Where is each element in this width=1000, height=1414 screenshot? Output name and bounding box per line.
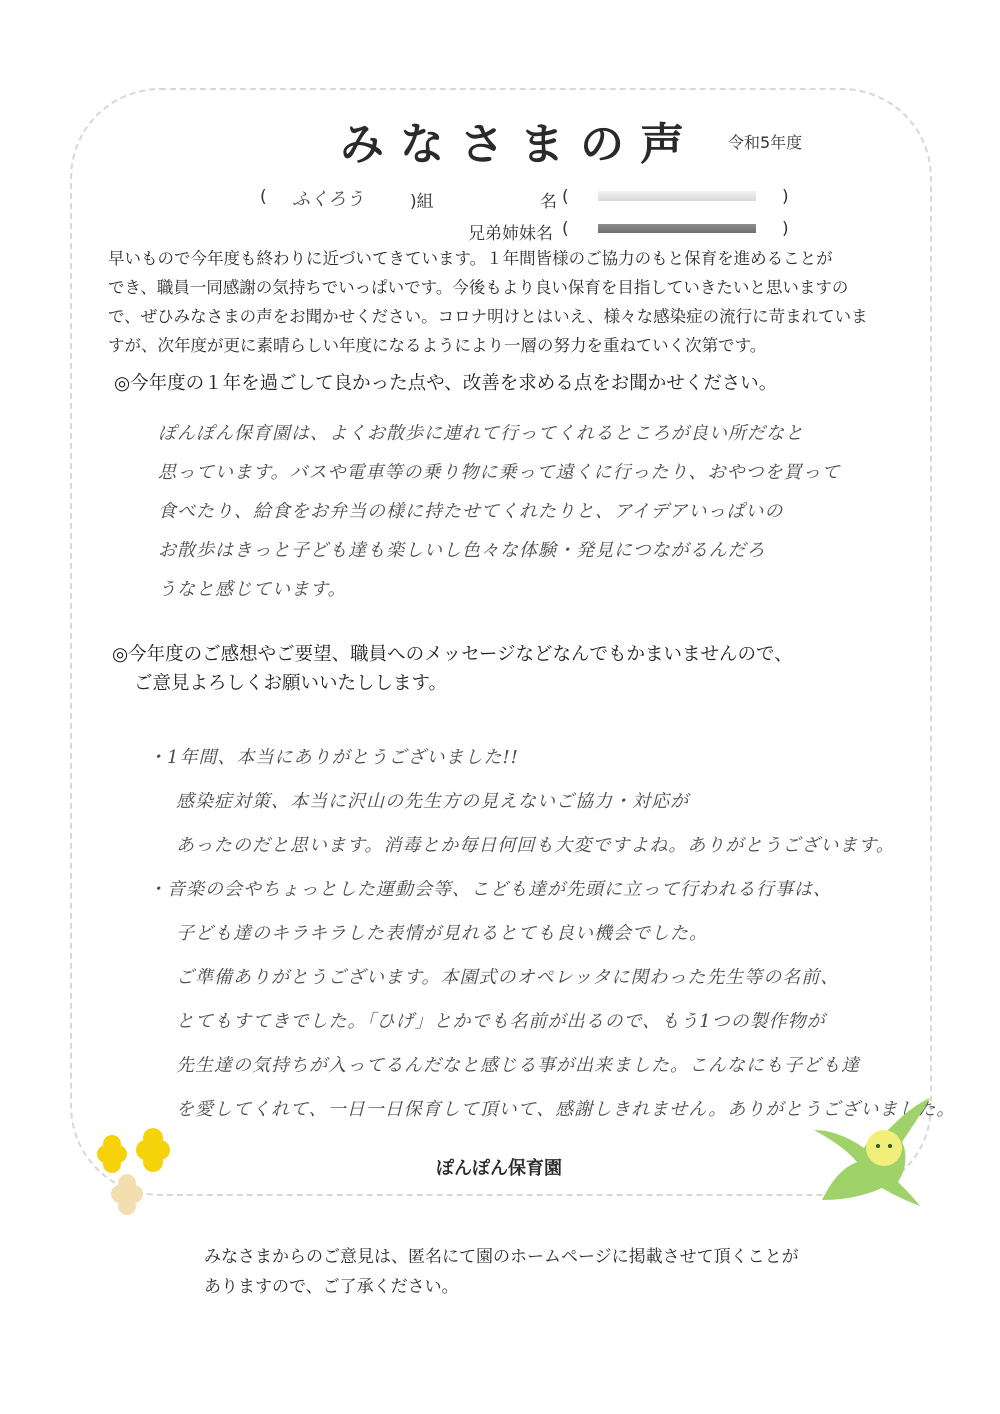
question-2-line-2: ご意見よろしくお願いいたしします。 (134, 673, 448, 694)
answer-line: とてもすてきでした。「ひげ」とかでも名前が出るので、もう1つの製作物が (176, 1011, 826, 1032)
flower-icon (111, 1174, 143, 1215)
name-label: 名 (540, 192, 557, 212)
mascot-eye (888, 1144, 892, 1148)
class-paren-open: ( (260, 187, 267, 207)
answer-line: お散歩はきっと子ども達も楽しいし色々な体験・発見につながるんだろ (158, 540, 766, 561)
name-paren-close: ) (782, 187, 789, 207)
siblings-name-label: 兄弟姉妹名 (468, 224, 553, 244)
question-2 (112, 640, 793, 698)
answer-line: 子ども達のキラキラした表情が見れるとても良い機会でした。 (176, 923, 708, 944)
footer-note-line: みなさまからのご意見は、匿名にて園のホームページに掲載させて頂くことが (204, 1247, 799, 1267)
fiscal-year-label: 令和5年度 (728, 133, 803, 152)
answer-line: ・音楽の会やちょっとした運動会等、こども達が先頭に立って行われる行事は、 (148, 879, 832, 900)
answer-line: ぽんぽん保育園は、よくお散歩に連れて行ってくれるところが良い所だなと (158, 423, 804, 444)
siblings-paren-close: ) (782, 219, 789, 239)
answer-line: 感染症対策、本当に沢山の先生方の見えないご協力・対応が (176, 791, 689, 812)
mascot-character-icon (802, 1090, 952, 1210)
answer-line: ご準備ありがとうございます。本園式のオペレッタに関わった先生等の名前、 (176, 967, 840, 988)
intro-line: すが、次年度が更に素晴らしい年度になるようにより一層の努力を重ねていく次第です。 (108, 336, 767, 355)
flower-icon (97, 1135, 127, 1173)
answer-line: 思っています。バスや電車等の乗り物に乗って遠くに行ったり、おやつを買って (158, 462, 841, 483)
flower-icon (136, 1128, 170, 1172)
mascot-face (866, 1130, 902, 1166)
intro-line: でき、職員一同感謝の気持ちでいっぱいです。今後もより良い保育を目指していきたいと思いますの (108, 278, 849, 297)
redacted-siblings-name (598, 224, 756, 233)
handwritten-answer-1 (158, 414, 841, 609)
name-paren-open: ( (562, 187, 569, 207)
intro-paragraph (108, 244, 918, 360)
mascot-eye (876, 1144, 880, 1148)
nursery-logo-text: ぽんぽん保育園 (436, 1158, 562, 1179)
flower-decoration-icon (84, 1128, 194, 1228)
answer-line: うなと感じています。 (158, 579, 347, 600)
answer-line: 先生達の気持ちが入ってるんだなと感じる事が出来ました。こんなにも子ども達 (176, 1055, 860, 1076)
intro-line: 早いもので今年度も終わりに近づいてきています。１年間皆様のご協力のもと保育を進めることが (108, 249, 833, 268)
answer-line: あったのだと思います。消毒とか毎日何回も大変ですよね。ありがとうございます。 (176, 835, 895, 856)
answer-line: ・1年間、本当にありがとうございました!! (148, 747, 519, 768)
page-title: みなさまの声 (340, 119, 700, 170)
question-1: ◎今年度の１年を過ごして良かった点や、改善を求める点をお聞かせください。 (114, 373, 778, 394)
question-2-line-1: ◎今年度のご感想やご要望、職員へのメッセージなどなんでもかまいませんので、 (112, 644, 793, 665)
class-paren-close: )組 (410, 192, 434, 212)
handwritten-answer-2 (148, 736, 955, 1132)
answer-line: を愛してくれて、一日一日保育して頂いて、感謝しきれません。ありがとうございました。 (176, 1099, 956, 1120)
redacted-name (598, 191, 756, 201)
footer-note-line: ありますので、ご了承ください。 (204, 1277, 459, 1297)
answer-line: 食べたり、給食をお弁当の様に持たせてくれたりと、アイデアいっぱいの (158, 501, 784, 522)
class-name-value: ふくろう (292, 189, 364, 210)
siblings-paren-open: ( (562, 219, 569, 239)
footer-note (204, 1242, 799, 1302)
intro-line: で、ぜひみなさまの声をお聞かせください。コロナ明けとはいえ、様々な感染症の流行に苛まれていま (108, 307, 868, 326)
